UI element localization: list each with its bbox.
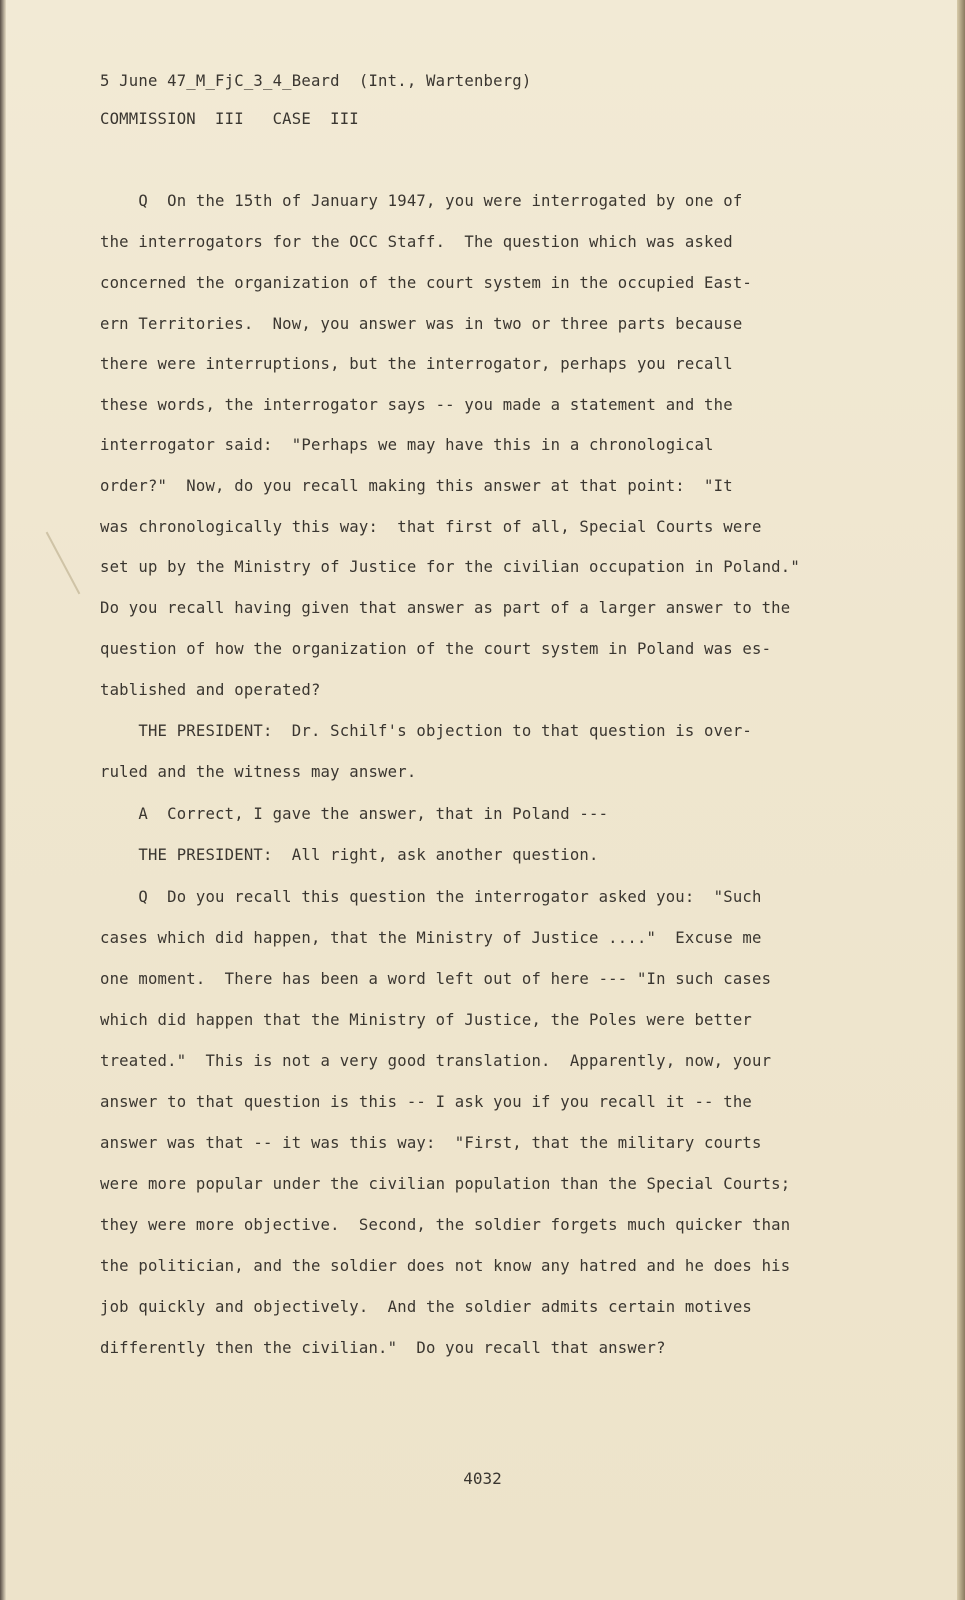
text-line: A Correct, I gave the answer, that in Poland --- bbox=[100, 805, 609, 823]
text-line: there were interruptions, but the interrogator, perhaps you recall bbox=[100, 355, 733, 373]
text-line: job quickly and objectively. And the soldier admits certain motives bbox=[100, 1298, 752, 1316]
text-line: cases which did happen, that the Ministry of Justice ...." Excuse me bbox=[100, 929, 762, 947]
text-line: the politician, and the soldier does not know any hatred and he does his bbox=[100, 1257, 791, 1275]
text-line: ruled and the witness may answer. bbox=[100, 763, 417, 781]
header-line-1: 5 June 47_M_FjC_3_4_Beard (Int., Wartenberg) bbox=[100, 72, 532, 90]
text-line: the interrogators for the OCC Staff. The question which was asked bbox=[100, 233, 733, 251]
text-line: answer to that question is this -- I ask you if you recall it -- the bbox=[100, 1093, 752, 1111]
text-line: one moment. There has been a word left out of here --- "In such cases bbox=[100, 970, 772, 988]
text-line: they were more objective. Second, the soldier forgets much quicker than bbox=[100, 1216, 791, 1234]
scan-edge-right bbox=[957, 0, 965, 1600]
text-line: concerned the organization of the court system in the occupied East- bbox=[100, 274, 752, 292]
text-line: was chronologically this way: that first of all, Special Courts were bbox=[100, 518, 762, 536]
header-line-2: COMMISSION III CASE III bbox=[100, 110, 359, 128]
text-line: Q On the 15th of January 1947, you were interrogated by one of bbox=[100, 192, 743, 210]
text-line: differently then the civilian." Do you recall that answer? bbox=[100, 1339, 666, 1357]
text-line: order?" Now, do you recall making this answer at that point: "It bbox=[100, 477, 733, 495]
text-line: THE PRESIDENT: All right, ask another question. bbox=[100, 846, 599, 864]
text-line: set up by the Ministry of Justice for the civilian occupation in Poland." bbox=[100, 558, 800, 576]
text-line: THE PRESIDENT: Dr. Schilf's objection to that question is over- bbox=[100, 722, 752, 740]
text-line: these words, the interrogator says -- you made a statement and the bbox=[100, 396, 733, 414]
text-line: ern Territories. Now, you answer was in two or three parts because bbox=[100, 315, 743, 333]
page-number: 4032 bbox=[463, 1469, 502, 1488]
text-line: tablished and operated? bbox=[100, 681, 321, 699]
text-line: interrogator said: "Perhaps we may have this in a chronological bbox=[100, 436, 714, 454]
text-line: Q Do you recall this question the interrogator asked you: "Such bbox=[100, 888, 762, 906]
scan-edge-left bbox=[0, 0, 6, 1600]
text-line: which did happen that the Ministry of Justice, the Poles were better bbox=[100, 1011, 752, 1029]
text-line: were more popular under the civilian population than the Special Courts; bbox=[100, 1175, 791, 1193]
text-line: answer was that -- it was this way: "First, that the military courts bbox=[100, 1134, 762, 1152]
text-line: question of how the organization of the court system in Poland was es- bbox=[100, 640, 772, 658]
paper-fold-mark bbox=[46, 532, 81, 595]
text-line: Do you recall having given that answer as part of a larger answer to the bbox=[100, 599, 791, 617]
text-line: treated." This is not a very good translation. Apparently, now, your bbox=[100, 1052, 772, 1070]
